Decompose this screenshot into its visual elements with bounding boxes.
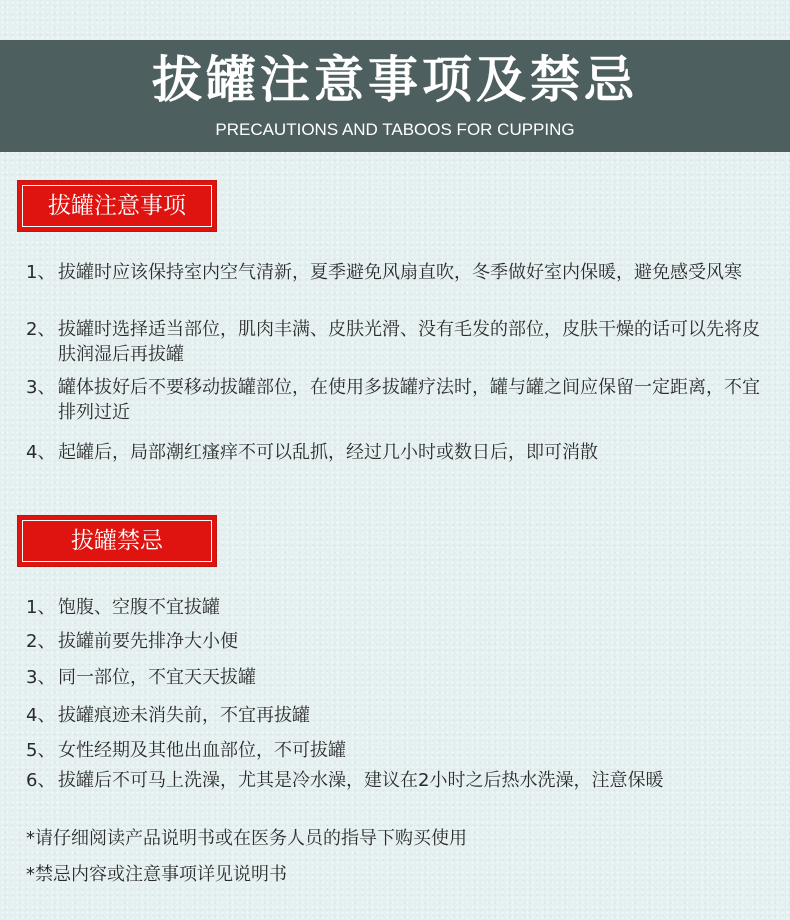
precautions-heading-text: 拔罐注意事项: [48, 193, 186, 219]
item-text: 拔罐痕迹未消失前，不宜再拔罐: [58, 705, 310, 726]
item-text: 拔罐前要先排净大小便: [58, 631, 238, 652]
precaution-item: [26, 375, 776, 425]
item-text: 拔罐时应该保持室内空气清新，夏季避免风扇直吹，冬季做好室内保暖，避免感受风寒: [58, 262, 742, 283]
item-number: 2、: [26, 631, 56, 652]
title-banner: [0, 40, 790, 152]
item-text: 饱腹、空腹不宜拔罐: [58, 597, 220, 618]
precaution-item: [26, 440, 776, 465]
page-title: 拔罐注意事项及禁忌: [152, 51, 638, 109]
taboo-item: [26, 595, 776, 620]
precaution-item: [26, 260, 776, 285]
item-text: 女性经期及其他出血部位，不可拔罐: [58, 740, 346, 761]
item-number: 4、: [26, 442, 56, 463]
item-number: 3、: [26, 667, 56, 688]
item-number: 4、: [26, 705, 56, 726]
taboo-item: [26, 738, 776, 763]
taboo-item: [26, 665, 776, 690]
page-subtitle: PRECAUTIONS AND TABOOS FOR CUPPING: [215, 120, 575, 139]
item-number: 6、: [26, 770, 56, 791]
taboos-heading: [18, 516, 216, 566]
item-number: 2、: [26, 319, 56, 340]
footnote: *禁忌内容或注意事项详见说明书: [26, 864, 287, 885]
item-text: 罐体拔好后不要移动拔罐部位，在使用多拔罐疗法时，罐与罐之间应保留一定距离，不宜排列过近: [58, 377, 760, 423]
taboos-heading-text: 拔罐禁忌: [71, 528, 163, 554]
item-number: 5、: [26, 740, 56, 761]
item-text: 起罐后，局部潮红瘙痒不可以乱抓，经过几小时或数日后，即可消散: [58, 442, 598, 463]
item-number: 1、: [26, 597, 56, 618]
item-text: 拔罐时选择适当部位，肌肉丰满、皮肤光滑、没有毛发的部位，皮肤干燥的话可以先将皮肤润湿后再拔罐: [58, 319, 760, 365]
item-number: 3、: [26, 377, 56, 398]
taboo-item: [26, 703, 776, 728]
item-text: 拔罐后不可马上洗澡，尤其是冷水澡，建议在2小时之后热水洗澡，注意保暖: [58, 770, 664, 791]
precautions-heading: [18, 181, 216, 231]
taboo-item: [26, 768, 776, 793]
footnote: *请仔细阅读产品说明书或在医务人员的指导下购买使用: [26, 828, 467, 849]
precaution-item: [26, 317, 776, 367]
item-number: 1、: [26, 262, 56, 283]
item-text: 同一部位，不宜天天拔罐: [58, 667, 256, 688]
taboo-item: [26, 629, 776, 654]
